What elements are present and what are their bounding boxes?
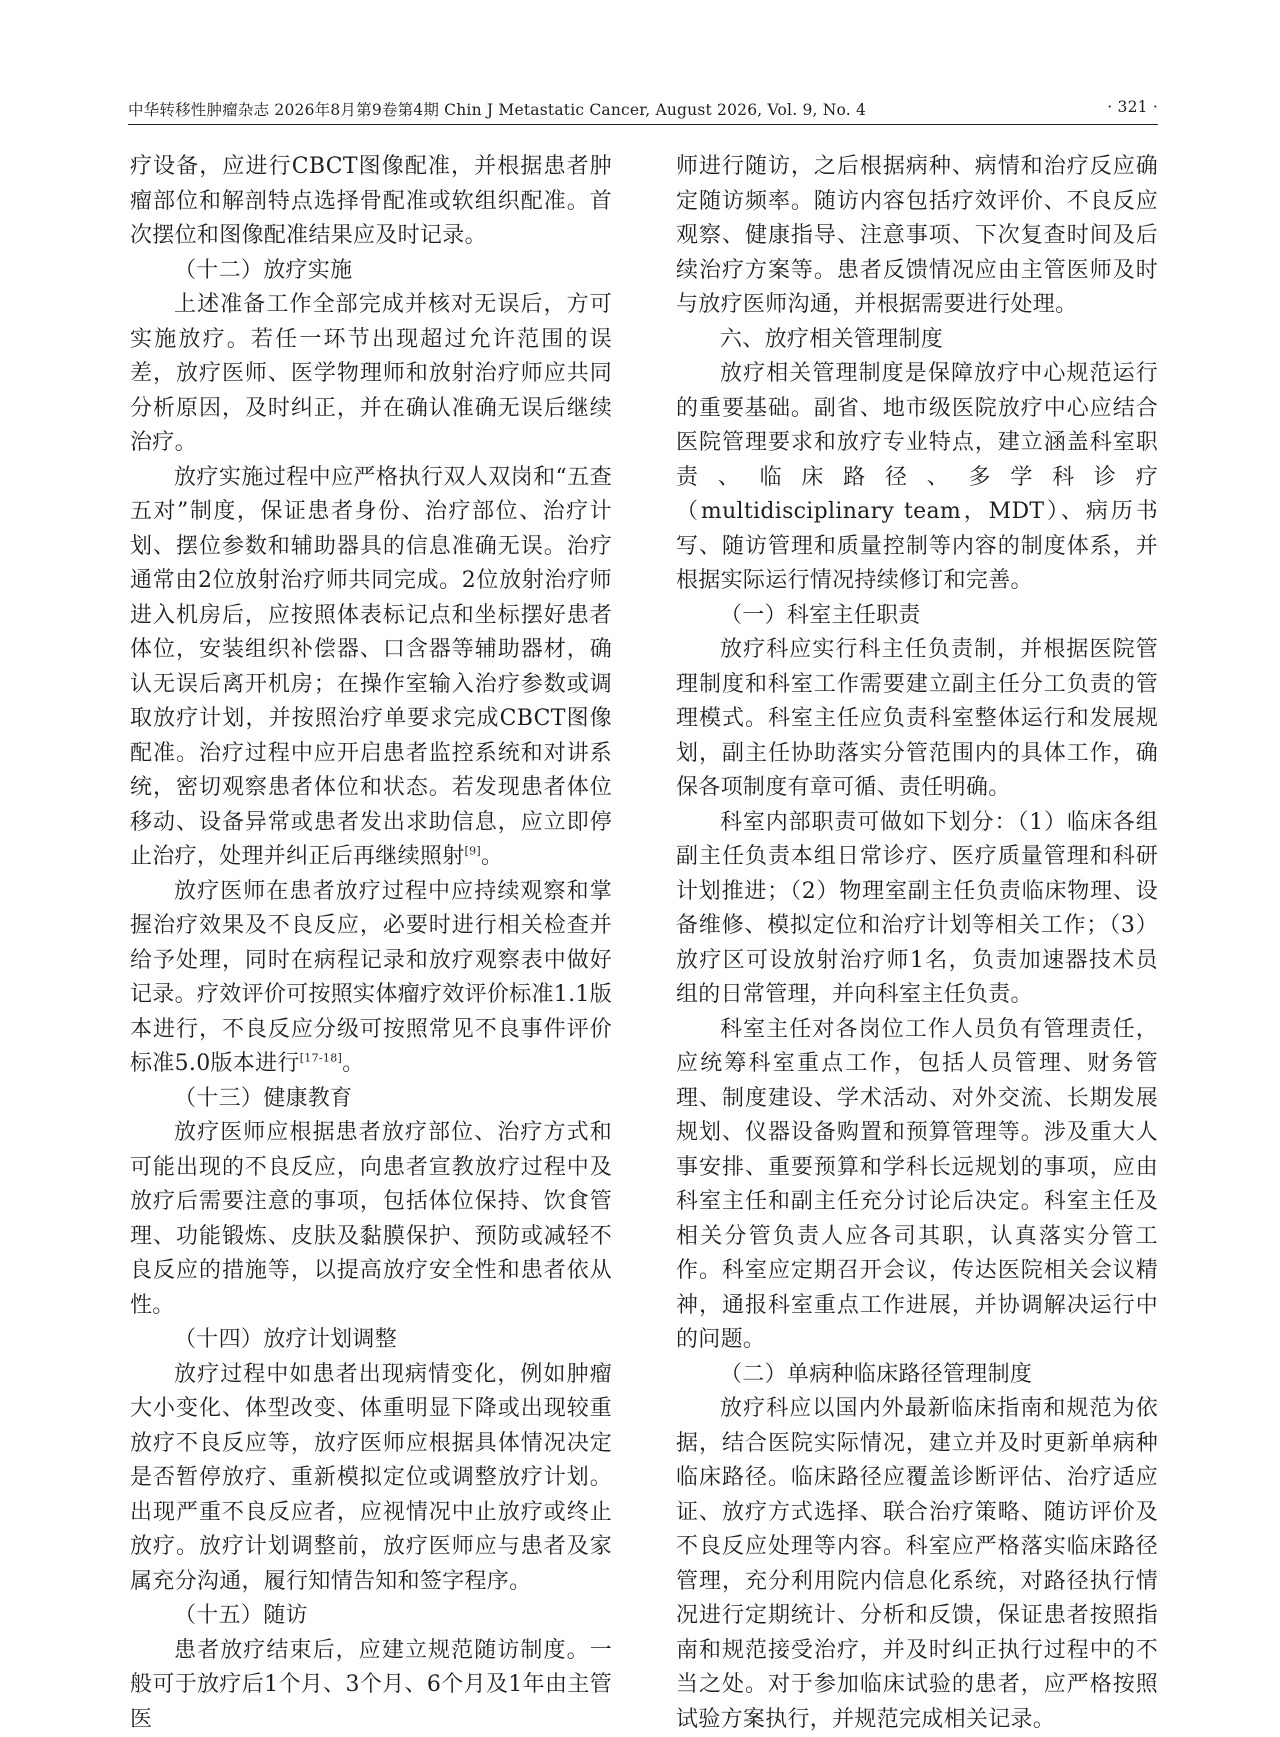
section-heading: （一）科室主任职责 [676,599,1158,634]
paragraph: 放疗医师应根据患者放疗部位、治疗方式和可能出现的不良反应，向患者宣教放疗过程中及放疗后需要注意的事项，包括体位保持、饮食管理、功能锻炼、皮肤及黏膜保护、预防或减轻不良反应的措施等，以提高放疗安全性和患者依从性。 [130,1116,612,1323]
right-column [676,150,1158,1737]
section-heading: （二）单病种临床路径管理制度 [676,1358,1158,1393]
journal-citation: 中华转移性肿瘤杂志 2026年8月第9卷第4期 Chin J Metastatic Cancer, August 2026, Vol. 9, No. 4 [128,98,866,120]
running-header [128,92,1158,122]
paragraph: 疗设备，应进行CBCT图像配准，并根据患者肿瘤部位和解剖特点选择骨配准或软组织配准。首次摆位和图像配准结果应及时记录。 [130,150,612,254]
left-column [130,150,612,1737]
section-heading: 六、放疗相关管理制度 [676,323,1158,358]
paragraph [130,875,612,1082]
section-heading: （十三）健康教育 [130,1082,612,1117]
citation-ref: [9] [465,845,481,858]
paragraph-end: 。 [342,1051,364,1076]
paragraph: 科室主任对各岗位工作人员负有管理责任，应统筹科室重点工作，包括人员管理、财务管理、制度建设、学术活动、对外交流、长期发展规划、仪器设备购置和预算管理等。涉及重大人事安排、重要预算和学科长远规划的事项，应由科室主任和副主任充分讨论后决定。科室主任及相关分管负责人应各司其职，认真落实分管工作。科室应定期召开会议，传达医院相关会议精神，通报科室重点工作进展，并协调解决运行中的问题。 [676,1013,1158,1358]
paragraph: 放疗过程中如患者出现病情变化，例如肿瘤大小变化、体型改变、体重明显下降或出现较重放疗不良反应等，放疗医师应根据具体情况决定是否暂停放疗、重新模拟定位或调整放疗计划。出现严重不良反应者，应视情况中止放疗或终止放疗。放疗计划调整前，放疗医师应与患者及家属充分沟通，履行知情告知和签字程序。 [130,1358,612,1600]
paragraph-text: 放疗实施过程中应严格执行双人双岗和“五查五对”制度，保证患者身份、治疗部位、治疗计划、摆位参数和辅助器具的信息准确无误。治疗通常由2位放射治疗师共同完成。2位放射治疗师进入机房后，应按照体表标记点和坐标摆好患者体位，安装组织补偿器、口含器等辅助器材，确认无误后离开机房；在操作室输入治疗参数或调取放疗计划，并按照治疗单要求完成CBCT图像配准。治疗过程中应开启患者监控系统和对讲系统，密切观察患者体位和状态。若发现患者体位移动、设备异常或患者发出求助信息，应立即停止治疗，处理并纠正后再继续照射 [130,465,612,870]
citation-ref: [17-18] [300,1052,342,1065]
paragraph: 放疗科应实行科主任负责制，并根据医院管理制度和科室工作需要建立副主任分工负责的管理模式。科室主任应负责科室整体运行和发展规划，副主任协助落实分管范围内的具体工作，确保各项制度有章可循、责任明确。 [676,633,1158,806]
paragraph-text: 放疗医师在患者放疗过程中应持续观察和掌握治疗效果及不良反应，必要时进行相关检查并给予处理，同时在病程记录和放疗观察表中做好记录。疗效评价可按照实体瘤疗效评价标准1.1版本进行，不良反应分级可按照常见不良事件评价标准5.0版本进行 [130,879,612,1077]
header-divider [128,124,1158,125]
paragraph-end: 。 [481,844,503,869]
paragraph: 放疗科应以国内外最新临床指南和规范为依据，结合医院实际情况，建立并及时更新单病种临床路径。临床路径应覆盖诊断评估、治疗适应证、放疗方式选择、联合治疗策略、随访评价及不良反应处理等内容。科室应严格落实临床路径管理，充分利用院内信息化系统，对路径执行情况进行定期统计、分析和反馈，保证患者按照指南和规范接受治疗，并及时纠正执行过程中的不当之处。对于参加临床试验的患者，应严格按照试验方案执行，并规范完成相关记录。 [676,1392,1158,1737]
section-heading: （十四）放疗计划调整 [130,1323,612,1358]
page-number: · 321 · [1107,98,1158,116]
paragraph: 患者放疗结束后，应建立规范随访制度。一般可于放疗后1个月、3个月、6个月及1年由主管医 [130,1634,612,1737]
paragraph: 科室内部职责可做如下划分：（1）临床各组副主任负责本组日常诊疗、医疗质量管理和科研计划推进；（2）物理室副主任负责临床物理、设备维修、模拟定位和治疗计划等相关工作；（3）放疗区可设放射治疗师1名，负责加速器技术员组的日常管理，并向科室主任负责。 [676,806,1158,1013]
paragraph: 师进行随访，之后根据病种、病情和治疗反应确定随访频率。随访内容包括疗效评价、不良反应观察、健康指导、注意事项、下次复查时间及后续治疗方案等。患者反馈情况应由主管医师及时与放疗医师沟通，并根据需要进行处理。 [676,150,1158,323]
section-heading: （十五）随访 [130,1599,612,1634]
paragraph [130,461,612,875]
section-heading: （十二）放疗实施 [130,254,612,289]
paragraph: 放疗相关管理制度是保障放疗中心规范运行的重要基础。副省、地市级医院放疗中心应结合医院管理要求和放疗专业特点，建立涵盖科室职责、临床路径、多学科诊疗（multidisciplinary team，MDT）、病历书写、随访管理和质量控制等内容的制度体系，并根据实际运行情况持续修订和完善。 [676,357,1158,599]
paragraph: 上述准备工作全部完成并核对无误后，方可实施放疗。若任一环节出现超过允许范围的误差，放疗医师、医学物理师和放射治疗师应共同分析原因，及时纠正，并在确认准确无误后继续治疗。 [130,288,612,461]
